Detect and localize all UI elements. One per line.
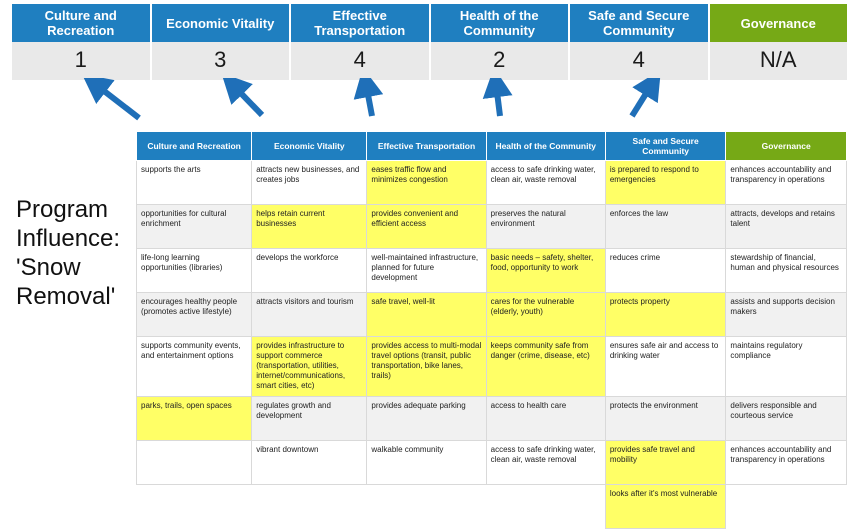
matrix-cell: attracts visitors and tourism xyxy=(252,293,367,337)
matrix-cell: basic needs – safety, shelter, food, opportunity to work xyxy=(486,249,605,293)
matrix-cell: regulates growth and development xyxy=(252,397,367,441)
influence-arrow-4 xyxy=(496,84,500,116)
matrix-cell: protects property xyxy=(605,293,726,337)
matrix-cell: looks after it's most vulnerable xyxy=(605,485,726,529)
matrix-cell: eases traffic flow and minimizes congestion xyxy=(367,161,486,205)
matrix-cell: enforces the law xyxy=(605,205,726,249)
matrix-header-economic-vitality: Economic Vitality xyxy=(252,132,367,161)
priority-score-safe-and-secure-community: 4 xyxy=(570,42,710,80)
matrix-cell: delivers responsible and courteous service xyxy=(726,397,847,441)
matrix-cell: keeps community safe from danger (crime, disease, etc) xyxy=(486,337,605,397)
table-row xyxy=(137,337,847,397)
priority-score-governance: N/A xyxy=(759,47,797,72)
priority-score-health-of-the-community: 2 xyxy=(431,42,571,80)
matrix-cell: is prepared to respond to emergencies xyxy=(605,161,726,205)
matrix-cell: encourages healthy people (promotes active lifestyle) xyxy=(137,293,252,337)
matrix-cell: provides adequate parking xyxy=(367,397,486,441)
matrix-cell: protects the environment xyxy=(605,397,726,441)
priority-header-row xyxy=(12,4,847,42)
influence-arrow-2 xyxy=(233,85,262,115)
matrix-cell: attracts, develops and retains talent xyxy=(726,205,847,249)
matrix-cell: attracts new businesses, and creates jobs xyxy=(252,161,367,205)
arrow-group xyxy=(0,78,859,133)
matrix-cell: enhances accountability and transparency in operations xyxy=(726,161,847,205)
priority-header-governance: Governance xyxy=(710,4,848,42)
table-row xyxy=(137,249,847,293)
matrix-cell: access to health care xyxy=(486,397,605,441)
matrix-cell: provides safe travel and mobility xyxy=(605,441,726,485)
matrix-cell: provides infrastructure to support commerce (transportation, utilities, internet/communications, smart cities, etc) xyxy=(252,337,367,397)
matrix-cell: well-maintained infrastructure, planned for future development xyxy=(367,249,486,293)
influence-arrow-5 xyxy=(632,84,652,116)
matrix-cell xyxy=(252,485,367,529)
priority-header-economic-vitality: Economic Vitality xyxy=(152,4,292,42)
priority-score-economic-vitality: 3 xyxy=(152,42,292,80)
matrix-cell: develops the workforce xyxy=(252,249,367,293)
matrix-cell: assists and supports decision makers xyxy=(726,293,847,337)
matrix-header-governance: Governance xyxy=(726,132,847,161)
matrix-cell xyxy=(486,485,605,529)
matrix-cell: cares for the vulnerable (elderly, youth) xyxy=(486,293,605,337)
priority-score-row xyxy=(12,42,847,80)
program-influence-caption: Program Influence: 'Snow Removal' xyxy=(16,196,121,310)
matrix-cell: safe travel, well-lit xyxy=(367,293,486,337)
matrix-cell: preserves the natural environment xyxy=(486,205,605,249)
matrix-body xyxy=(137,161,847,529)
priority-summary-band xyxy=(12,4,847,80)
matrix-header-culture-and-recreation: Culture and Recreation xyxy=(137,132,252,161)
matrix-cell: supports the arts xyxy=(137,161,252,205)
matrix-cell: stewardship of financial, human and physical resources xyxy=(726,249,847,293)
table-row xyxy=(137,397,847,441)
table-row xyxy=(137,485,847,529)
matrix-header-effective-transportation: Effective Transportation xyxy=(367,132,486,161)
matrix-cell: enhances accountability and transparency in operations xyxy=(726,441,847,485)
matrix-cell: access to safe drinking water, clean air, waste removal xyxy=(486,161,605,205)
influence-arrow-3 xyxy=(366,84,372,116)
outcomes-matrix xyxy=(136,131,847,529)
matrix-cell: helps retain current businesses xyxy=(252,205,367,249)
priority-header-effective-transportation: Effective Transportation xyxy=(291,4,431,42)
matrix-cell xyxy=(137,485,252,529)
matrix-header-row xyxy=(137,132,847,161)
matrix-cell: maintains regulatory compliance xyxy=(726,337,847,397)
matrix-cell: reduces crime xyxy=(605,249,726,293)
matrix-cell: provides convenient and efficient access xyxy=(367,205,486,249)
matrix-cell xyxy=(137,441,252,485)
priority-header-safe-and-secure-community: Safe and Secure Community xyxy=(570,4,710,42)
table-row xyxy=(137,161,847,205)
matrix-header-health-of-the-community: Health of the Community xyxy=(486,132,605,161)
matrix-cell: walkable community xyxy=(367,441,486,485)
matrix-cell: ensures safe air and access to drinking water xyxy=(605,337,726,397)
matrix-cell: parks, trails, open spaces xyxy=(137,397,252,441)
matrix-header-safe-and-secure-community: Safe and Secure Community xyxy=(605,132,726,161)
table-row xyxy=(137,205,847,249)
priority-score-culture-and-recreation: 1 xyxy=(12,42,152,80)
priority-header-health-of-the-community: Health of the Community xyxy=(431,4,571,42)
table-row xyxy=(137,293,847,337)
priority-score-effective-transportation: 4 xyxy=(291,42,431,80)
influence-arrow-1 xyxy=(95,84,139,118)
priority-header-culture-and-recreation: Culture and Recreation xyxy=(12,4,152,42)
matrix-cell: opportunities for cultural enrichment xyxy=(137,205,252,249)
matrix-cell: life-long learning opportunities (libraries) xyxy=(137,249,252,293)
matrix-cell xyxy=(726,485,847,529)
table-row xyxy=(137,441,847,485)
matrix-cell: access to safe drinking water, clean air, waste removal xyxy=(486,441,605,485)
matrix-cell: vibrant downtown xyxy=(252,441,367,485)
matrix-cell: supports community events, and entertainment options xyxy=(137,337,252,397)
matrix-cell: provides access to multi-modal travel options (transit, public transportation, bike lanes, trails) xyxy=(367,337,486,397)
matrix-cell xyxy=(367,485,486,529)
